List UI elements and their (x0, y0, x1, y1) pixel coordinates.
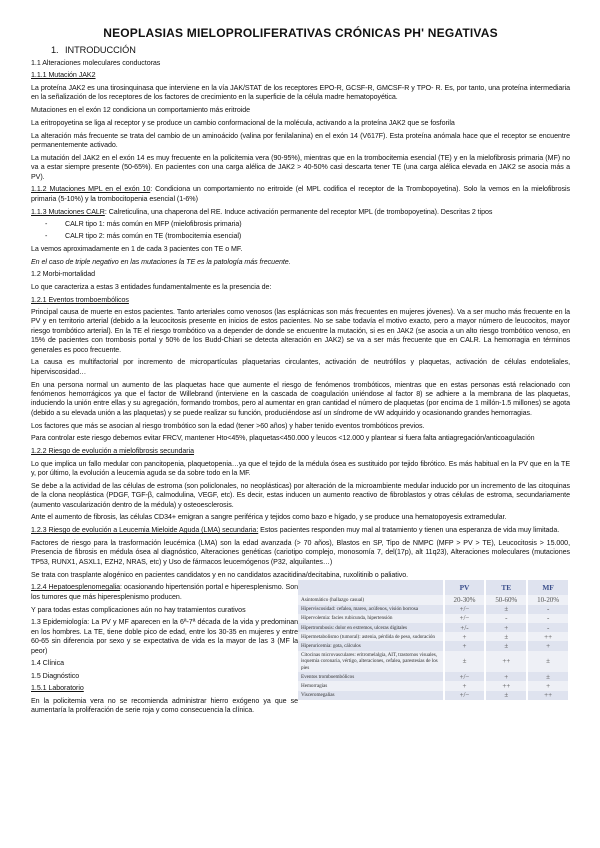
paragraph-mf-1: Lo que implica un fallo medular con pancitopenia, plaquetopenia…ya que el tejido de la médula ósea es sustituido por tejido fibrótico. Es más habitual en la PV que en la TE y, por último, la evolución a leucemia aguda se da sobre todo en la MF. (31, 459, 570, 477)
table-cell-mf: - (527, 623, 569, 632)
table-cell-mf: + (527, 641, 569, 650)
paragraph-trombo-5: Para controlar este riesgo debemos evitar FRCV, mantener Hto<45%, plaquetas<450.000 y leucos <12.000 y plantear si fuera falta antiagregación/anticoagulación (31, 434, 535, 443)
table-cell-pv: +/− (444, 605, 486, 614)
table-cell-label: Hipertrombosis: dolor en extremos, ulceras digitales (298, 623, 444, 632)
table-cell-label: Hiperviscosidad: cefalea, mareo, acúfenos, visión borrosa (298, 605, 444, 614)
list-item (45, 232, 570, 241)
subsection-heading-trombo: 1.2.1 Eventos tromboembólicos (31, 295, 129, 304)
paragraph-trombo-3: En una persona normal un aumento de las plaquetas hace que aumente el riesgo de fenómenos trombóticos, mientras que en estas personas está relacionado con fenómenos hemorrágicos ya que el factor de Willebrand (interviene en la cascada de coagulación uniéndose al factor 8) se adhiere a la membrana de las plaquetas, induciendo la unión entre ellas y su agregación, formando trombos, pero al aumentar en gran cantidad el número de plaquetas (por encima de 1 millón-1.5 millones) se agota (debido a su elevada unión a las plaquetas) y se puede realizar su función, produciéndose así un síndrome de vW adquirido y ocasionando grandes hemorragias. (31, 380, 570, 417)
table-body (298, 595, 569, 699)
subsection-heading-mielofibrosis: 1.2.2 Riesgo de evolución a mielofibrosis secundaria (31, 447, 195, 456)
table-cell-label: Hiperuricemia: gota, cálculos (298, 641, 444, 650)
lma-text: Estos pacientes responden muy mal al tratamiento y tienen una esperanza de vida muy limitada. (258, 526, 560, 535)
paragraph-trombo-4: Los factores que más se asocian al riesgo trombótico son la edad (tener >60 años) y haber tenido eventos trombóticos previos. (31, 421, 425, 430)
subsection-heading-laboratorio: 1.5.1 Laboratorio (31, 684, 84, 693)
calr-heading: 1.1.3 Mutaciones CALR (31, 207, 105, 216)
mpl-heading: 1.1.2 Mutaciones MPL en el exón 10 (31, 185, 151, 194)
table-row (298, 691, 569, 700)
table-cell-label: Asintomático (hallazgo casual) (298, 595, 444, 604)
table-cell-pv: +/- (444, 623, 486, 632)
table-header-cell (298, 580, 444, 595)
document-title: NEOPLASIAS MIELOPROLIFERATIVAS CRÓNICAS PH' NEGATIVAS (103, 26, 498, 40)
table-cell-te: ± (485, 632, 527, 641)
table-cell-label: Hipermetabolismo (tumoral): astenia, pérdida de peso, sudoración (298, 632, 444, 641)
table-cell-label: Visceromegalias (298, 691, 444, 700)
subsection-heading-morbi: 1.2 Morbi-mortalidad (31, 270, 96, 279)
subsection-heading-1-1: 1.1 Alteraciones moleculares conductoras (31, 59, 161, 67)
list-dash: - (45, 232, 48, 241)
right-column (298, 580, 570, 718)
paragraph-laboratorio: En la policitemia vera no se recomienda administrar hierro exógeno ya que se aumentaría la proliferación de serie roja y como consecuencia la clínica. (31, 696, 298, 715)
paragraph-jak2-3: La eritropoyetina se liga al receptor y se produce un cambio conformacional de la molécula, activando a la proteína JAK2 que se fosforila (31, 118, 455, 127)
paragraph-hepato (31, 583, 298, 602)
table-cell-pv: +/− (444, 672, 486, 681)
paragraph-mpl (31, 185, 570, 204)
list-item (45, 220, 570, 229)
list-item-text: CALR tipo 1: más común en MFP (mielofibrosis primaria) (65, 220, 242, 229)
paragraph-jak2-4: La alteración más frecuente se trata del cambio de un aminoácido (valina por fenilalanina) en el exón 14 (V617F). Esta proteína anómala hace que el receptor se encuentre permanentemente activado. (31, 131, 570, 150)
section-title: INTRODUCCIÓN (65, 45, 136, 55)
table-cell-te: 50-60% (485, 595, 527, 604)
table-cell-pv: + (444, 681, 486, 690)
paragraph-jak2-1: La proteína JAK2 es una tirosinquinasa que interviene en la vía JAK/STAT de los receptores EPO-R, GCSF-R, GMCSF-R y TPO- R. Es, por tanto, una proteína intermediaria en la señalización de los receptores de los factores de crecimiento en la superficie de la célula madre hematopoyética. (31, 83, 570, 102)
paragraph-mf-3: Ante el aumento de fibrosis, las células CD34+ emigran a sangre periférica y tejidos como bazo e hígado, y se produce una hematopoyesis extramedular. (31, 513, 507, 522)
lma-heading: 1.2.3 Riesgo de evolución a Leucemia Mieloide Aguda (LMA) secundaria: (31, 526, 259, 535)
paragraph-calr-2: La vemos aproximadamente en 1 de cada 3 pacientes con TE o MF. (31, 244, 243, 253)
table-header-cell: PV (444, 580, 486, 595)
table-cell-mf: ++ (527, 632, 569, 641)
table-cell-te: + (485, 623, 527, 632)
table-row (298, 632, 569, 641)
paragraph-lma-3: Se trata con trasplante alogénico en pacientes candidatos y en no candidatos azacitidina/decitabina, ruxolitinib o paliativo. (31, 570, 409, 579)
mpl-text: : Condiciona un comportamiento no eritroide (el MPL codifica el receptor de la Trombopoyetina). Solo la vemos en la mielofibrosis primaria (5-10%) y la trombocitopenia esencial (1-6%) (31, 185, 571, 203)
table-cell-te: - (485, 614, 527, 623)
subsection-heading-jak2: 1.1.1 Mutación JAK2 (31, 71, 96, 80)
section-heading-introduccion (31, 45, 570, 56)
table-cell-te: ± (485, 605, 527, 614)
paragraph-triple-negativo: En el caso de triple negativo en las mutaciones la TE es la patología más frecuente. (31, 257, 291, 266)
paragraph-hepato-2: Y para todas estas complicaciones aún no hay tratamientos curativos (31, 605, 246, 614)
paragraph-calr (31, 208, 570, 217)
list-dash: - (45, 220, 48, 229)
table-cell-pv: 20-30% (444, 595, 486, 604)
paragraph-trombo-1: Principal causa de muerte en estos pacientes. Tanto arteriales como venosos (las esplácnicas son más frecuentes en mujeres jóvenes). Va a ser mucho más frecuente en la PV y en territorio arterial (debido a la leucocitosis presente en inicios de estos pacientes. No se sabe todavía el motivo exacto, pero a mayor número de leucocitos, mayor riesgo trombótico arterial). En la TE el riesgo trombótico va a depender de donde se encuentre la mutación, si es en JAK2 (se asocia a un alto riesgo trombótico venoso, en 15% de pacientes con trombosis portal y 50% de los Budd-Chiari se detecta alteración en JAK2) se va a ser más frecuente que en CALR. La hemorragia en términos generales es poco frecuente. (31, 307, 570, 354)
paragraph-trombo-2: La causa es multifactorial por incremento de micropartículas plaquetarias circulantes, activación de neutrófilos y plaquetas, activación de células endoteliales, hiperviscosidad… (31, 358, 570, 376)
table-cell-pv: + (444, 641, 486, 650)
paragraph-lma-2: Factores de riesgo para la trasformación leucémica (LMA) son la edad avanzada (> 70 años), Blastos en SP, Tipo de NMPC (MFP > PV > TE), Leucocitosis > 15.000, Presencia de fibrosis en médula ósea al diagnóstico, Alteraciones genéticas (cariotipo complejo, monosomía 7, del(17p), alt 11q23), Alteraciones moleculares (mutaciones TP53, RUNX1, ASXL1, EZH2, NRAS, etc) y Uso de fármacos leucemógenos (P32, alquilantes…) (31, 538, 570, 566)
clinical-table (298, 580, 570, 699)
table-cell-label: Hemorragias (298, 681, 444, 690)
paragraph-lma-1 (31, 526, 570, 535)
table-cell-te: ++ (485, 651, 527, 673)
paragraph-jak2-2: Mutaciones en el exón 12 condiciona un comportamiento más eritroide (31, 106, 251, 115)
calr-text: : Calreticulina, una chaperona del RE. Induce activación permanente del receptor MPL (de trombopoyetina). Descritas 2 tipos (104, 207, 493, 216)
left-column (31, 583, 298, 718)
table-cell-mf: - (527, 614, 569, 623)
subsection-heading-clinica: 1.4 Clínica (31, 659, 64, 668)
table-cell-mf: ++ (527, 691, 569, 700)
hepato-heading: 1.2.4 Hepatoesplenomegalia (31, 583, 121, 592)
table-cell-label: Hipervolemia: facies rubicunda, hipertensión (298, 614, 444, 623)
table-cell-mf: + (527, 681, 569, 690)
table-cell-pv: ± (444, 651, 486, 673)
table-row (298, 614, 569, 623)
calr-list (31, 220, 570, 241)
section-number: 1. (51, 45, 59, 55)
paragraph-epidemiologia (31, 618, 298, 656)
table-cell-mf: - (527, 605, 569, 614)
paragraph-jak2-5: La mutación del JAK2 en el exón 14 es muy frecuente en la policitemia vera (90-95%), mientras que en la trombocitemia esencial (TE) y en la mielofibrosis primaria (MF) no va a estar siempre presente (50-65%). En pacientes con una carga alélica de JAK2 > 40-50% casi descarta tener TE (una carga alélica elevada en JAK2 se asocia más a PV). (31, 153, 570, 181)
table-row (298, 595, 569, 604)
table-row (298, 623, 569, 632)
bottom-section (31, 583, 570, 718)
list-item-text: CALR tipo 2: más común en TE (trombocitemia esencial) (65, 232, 242, 241)
table-header-cell: MF (527, 580, 569, 595)
table-row (298, 651, 569, 673)
epidemiologia-text: La PV y MF aparecen en la 6ª-7ª década de la vida y predominan en los hombres. La TE, tiene doble pico de edad, entre los 30-35 en mujeres y entre 60-65 sin diferencia por sexo y se expectativa de vida es la mayor de las 3 (MF la peor) (31, 618, 299, 655)
table-cell-label: Citocinas microvasculares: eritromelalgia, AIT, trastornos visuales, isquemia coronaria, vértigo, alteraciones, cefalea, parestesias de los pies (298, 651, 444, 673)
table-cell-pv: + (444, 632, 486, 641)
table-cell-te: ± (485, 641, 527, 650)
paragraph-morbi: Lo que caracteriza a estas 3 entidades fundamentalmente es la presencia de: (31, 282, 272, 291)
paragraph-mf-2: Se debe a la actividad de las células de estroma (son policlonales, no neoplásticas) por alteración de la microambiente medular inducido por un incremento de las citoquinas de la clona neoplástica (PDGF, TGF-β, calmodulina, VEGF, etc). Es decir, estas inducen un aumento reactivo de fibroblastos y otras células de estroma, secundariamente (aumento vascularización dentro de la médula) y osteoesclerosis. (31, 481, 570, 509)
table-header-row (298, 580, 569, 595)
table-cell-label: Eventos tromboembólicos (298, 672, 444, 681)
table-cell-te: ± (485, 691, 527, 700)
table-cell-mf: ± (527, 672, 569, 681)
table-cell-mf: 10-20% (527, 595, 569, 604)
table-row (298, 641, 569, 650)
epidemiologia-heading: 1.3 Epidemiología: (31, 618, 90, 627)
subsection-heading-diagnostico: 1.5 Diagnóstico (31, 671, 80, 680)
hepato-text: : ocasionando hipertensión portal e hiperesplenismo. Son los tumores que más hiperesplenismo producen. (31, 583, 298, 601)
table-cell-te: ++ (485, 681, 527, 690)
table-row (298, 605, 569, 614)
table-row (298, 681, 569, 690)
table-row (298, 672, 569, 681)
table-cell-pv: +/− (444, 691, 486, 700)
table-header-cell: TE (485, 580, 527, 595)
table-cell-te: + (485, 672, 527, 681)
table-cell-mf: ± (527, 651, 569, 673)
table-cell-pv: +/− (444, 614, 486, 623)
